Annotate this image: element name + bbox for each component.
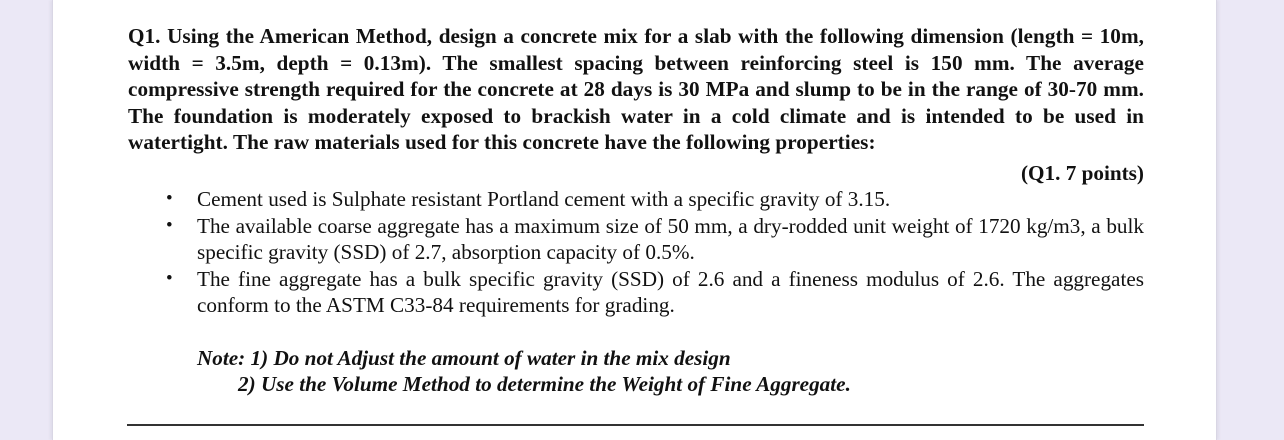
document-page	[53, 0, 1216, 440]
list-item	[128, 213, 1144, 266]
property-text: The available coarse aggregate has a maximum size of 50 mm, a dry-rodded unit weight of 1720 kg/m3, a bulk specific gravity (SSD) of 2.7, absorption capacity of 0.5%.	[197, 213, 1144, 264]
bullet-icon: •	[166, 214, 173, 236]
properties-list	[128, 186, 1144, 319]
list-item	[128, 266, 1144, 319]
page-content	[128, 23, 1144, 398]
note-block	[128, 345, 1144, 398]
bullet-icon: •	[166, 267, 173, 289]
property-text: The fine aggregate has a bulk specific gravity (SSD) of 2.6 and a fineness modulus of 2.6. The aggregates conform to the ASTM C33-84 requirements for grading.	[197, 266, 1144, 317]
points-label: (Q1. 7 points)	[1020, 160, 1144, 185]
horizontal-rule	[127, 424, 1144, 426]
bullet-icon: •	[166, 188, 173, 209]
property-text: Cement used is Sulphate resistant Portland cement with a specific gravity of 3.15.	[197, 187, 891, 211]
note-line-1: Note: 1) Do not Adjust the amount of water in the mix design	[197, 345, 731, 370]
note-line-2: 2) Use the Volume Method to determine the Weight of Fine Aggregate.	[238, 372, 851, 396]
list-item	[128, 186, 1144, 213]
question-text: Q1. Using the American Method, design a concrete mix for a slab with the following dimension (length = 10m, width = 3.5m, depth = 0.13m). The smallest spacing between reinforcing steel is 150 mm. The average compressive strength required for the concrete at 28 days is 30 MPa and slump to be in the range of 30-70 mm. The foundation is moderately exposed to brackish water in a cold climate and is intended to be used in watertight. The raw materials used for this concrete have the following properties:	[128, 24, 1144, 154]
